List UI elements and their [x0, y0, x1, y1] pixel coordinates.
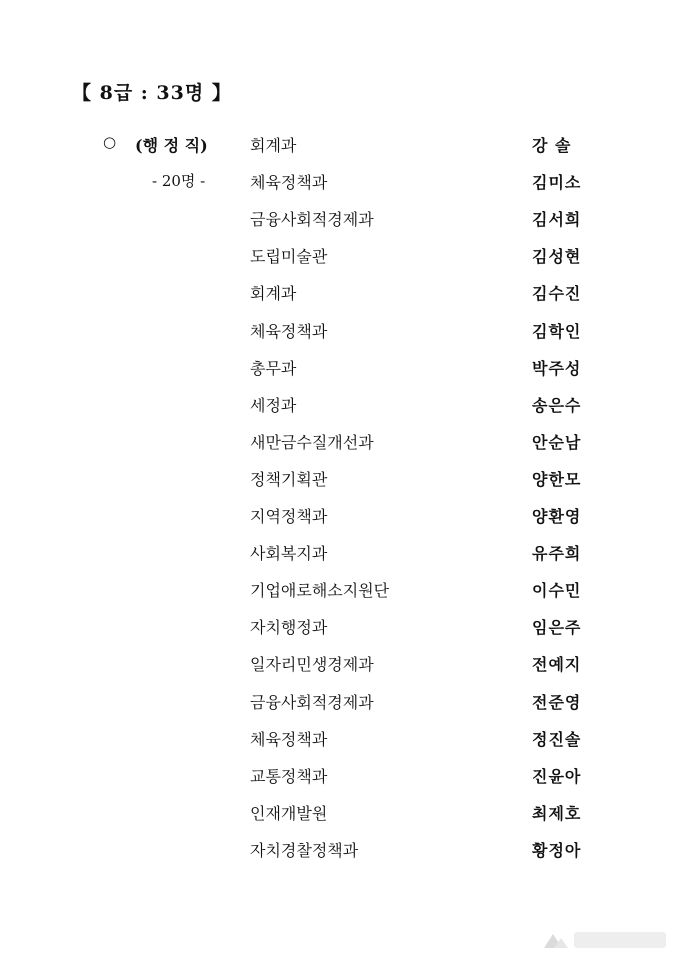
department-name: 새만금수질개선과: [250, 432, 374, 452]
department-name: 체육정책과: [250, 173, 328, 193]
person-name: 임은주: [532, 618, 582, 638]
list-item: [0, 319, 680, 343]
person-name: 안순남: [532, 432, 582, 452]
department-name: 정책기획관: [250, 469, 328, 489]
bullet-marker: ○: [103, 133, 117, 151]
department-name: 회계과: [250, 284, 297, 304]
department-name: 체육정책과: [250, 321, 328, 341]
list-item: [0, 541, 680, 565]
person-name: 김서희: [532, 210, 582, 230]
list-item: [0, 170, 680, 194]
department-name: 인재개발원: [250, 803, 328, 823]
watermark-logo: [542, 924, 672, 954]
headcount: - 20명 -: [152, 172, 206, 191]
list-item: [0, 615, 680, 639]
person-name: 이수민: [532, 581, 582, 601]
person-name: 양한모: [532, 469, 582, 489]
person-name: 김수진: [532, 284, 582, 304]
person-name: 박주성: [532, 358, 582, 378]
person-name: 정진솔: [532, 729, 582, 749]
list-item: [0, 467, 680, 491]
list-item: [0, 578, 680, 602]
list-item: [0, 801, 680, 825]
list-item: [0, 430, 680, 454]
person-name: 전준영: [532, 692, 582, 712]
person-name: 김성현: [532, 247, 582, 267]
person-name: 강 솔: [532, 136, 572, 155]
list-item: [0, 504, 680, 528]
person-name: 유주희: [532, 544, 582, 564]
list-item: [0, 133, 680, 157]
list-item: [0, 764, 680, 788]
list-item: [0, 393, 680, 417]
list-item: [0, 727, 680, 751]
department-name: 사회복지과: [250, 544, 328, 564]
list-item: [0, 207, 680, 231]
department-name: 기업애로해소지원단: [250, 581, 390, 601]
list-item: [0, 838, 680, 862]
list-item: [0, 690, 680, 714]
department-name: 일자리민생경제과: [250, 655, 374, 675]
list-item: [0, 652, 680, 676]
person-name: 최제호: [532, 803, 582, 823]
department-name: 자치경찰정책과: [250, 840, 359, 860]
person-name: 전예지: [532, 655, 582, 675]
department-name: 세정과: [250, 395, 297, 415]
department-name: 지역정책과: [250, 507, 328, 526]
person-name: 양환영: [532, 507, 582, 526]
list-item: [0, 356, 680, 380]
list-item: [0, 244, 680, 268]
list-item: [0, 281, 680, 305]
person-name: 송은수: [532, 395, 582, 415]
person-name: 김미소: [532, 173, 582, 193]
job-category: (행 정 직): [135, 136, 208, 155]
department-name: 금융사회적경제과: [250, 692, 374, 712]
person-name: 황정아: [532, 840, 582, 860]
department-name: 금융사회적경제과: [250, 210, 374, 230]
person-name: 진윤아: [532, 766, 582, 786]
department-name: 회계과: [250, 136, 297, 155]
mountain-logo-icon: [542, 926, 672, 952]
department-name: 자치행정과: [250, 618, 328, 638]
department-name: 체육정책과: [250, 729, 328, 749]
person-name: 김학인: [532, 321, 582, 341]
page-heading: 【 8급 : 33명 】: [72, 82, 232, 104]
department-name: 도립미술관: [250, 247, 328, 267]
department-name: 교통정책과: [250, 766, 328, 786]
department-name: 총무과: [250, 358, 297, 378]
